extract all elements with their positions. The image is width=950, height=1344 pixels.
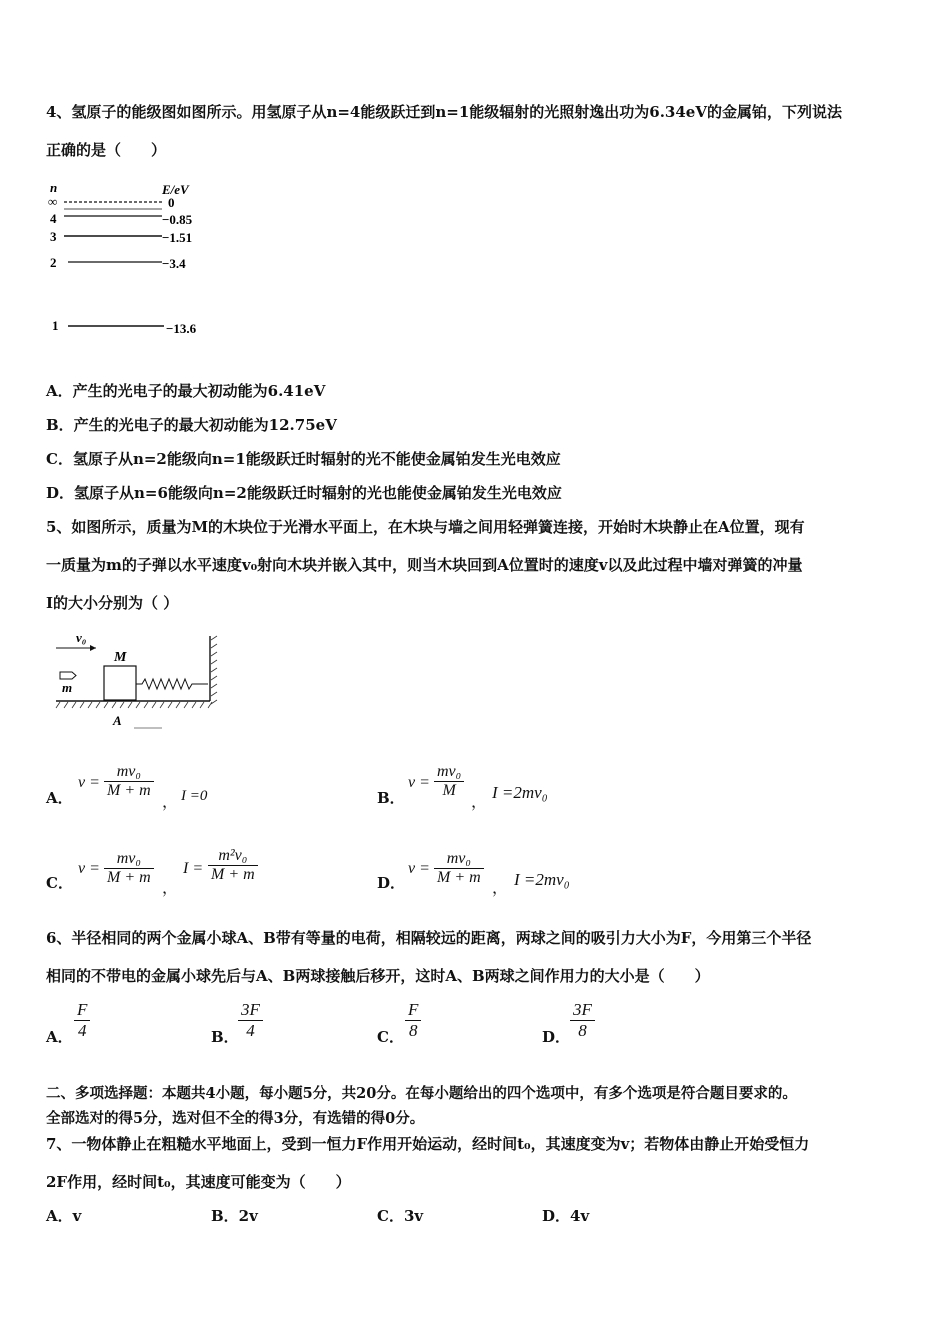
- q5-d-v-den: M + m: [437, 869, 481, 886]
- q5-b-impulse: I =2mv₀: [492, 783, 548, 802]
- q5-c-v-num: mv₀: [116, 850, 141, 867]
- q5-c-i-eq: I =: [183, 860, 204, 877]
- position-a-label: A: [113, 713, 122, 728]
- bullet-mass-label: m: [62, 680, 73, 695]
- q7-option-c[interactable]: C．3v: [377, 1207, 424, 1225]
- q4-option-b[interactable]: B．产生的光电子的最大初动能为12.75eV: [46, 416, 337, 434]
- q5-a-impulse: I =0: [181, 788, 208, 804]
- q7-stem-line2: 2F作用，经时间t₀，其速度可能变为（ ）: [46, 1173, 351, 1191]
- q6-option-d-label[interactable]: D．: [542, 1028, 571, 1046]
- q4-option-d[interactable]: D．氢原子从n=6能级向n=2能级跃迁时辐射的光也能使金属铂发生光电效应: [46, 484, 562, 502]
- q4-stem-line2: 正确的是（ ）: [46, 141, 167, 159]
- level-n-1: 1: [52, 318, 59, 333]
- q5-a-v-eq: v =: [78, 774, 100, 791]
- q5-c-v-eq: v =: [78, 860, 100, 877]
- q5-a-v-num: mv₀: [116, 763, 141, 780]
- q6-option-d-fraction: [570, 1000, 595, 1041]
- q6-c-den: 8: [408, 1021, 418, 1040]
- spring: [136, 679, 208, 689]
- section2-heading-line1: 二、多项选择题：本题共4小题，每小题5分，共20分。在每小题给出的四个选项中，有多个选项是符合题目要求的。: [46, 1085, 797, 1102]
- q6-d-num: 3F: [573, 1000, 592, 1019]
- level-e-3: −1.51: [162, 230, 193, 245]
- q5-option-d-label[interactable]: D．: [377, 874, 406, 892]
- q6-option-a-fraction: [74, 1000, 90, 1041]
- q6-b-den: 4: [246, 1021, 255, 1040]
- q6-option-a-label[interactable]: A．: [46, 1028, 73, 1046]
- q6-option-b-fraction: [238, 1000, 263, 1041]
- q7-option-d[interactable]: D．4v: [542, 1207, 590, 1225]
- q5-d-v-eq: v =: [408, 860, 430, 877]
- n-axis-label: n: [50, 180, 58, 195]
- q5-option-b-label[interactable]: B．: [377, 789, 405, 807]
- energy-level-diagram: [46, 178, 216, 338]
- q5-c-v-den: M + m: [107, 869, 151, 886]
- q6-option-c-fraction: [405, 1000, 421, 1041]
- q5-c-i-num: m²v₀: [218, 847, 248, 864]
- level-n-4: 4: [50, 211, 57, 226]
- q5-stem-line3: I的大小分别为（ ）: [46, 594, 179, 612]
- q7-option-b[interactable]: B．2v: [211, 1207, 258, 1225]
- q6-option-b-label[interactable]: B．: [211, 1028, 239, 1046]
- level-e-inf: 0: [168, 195, 175, 210]
- q5-c-v-fraction: [104, 850, 154, 887]
- q5-stem-line1: 5、如图所示，质量为M的木块位于光滑水平面上，在木块与墙之间用轻弹簧连接，开始时木块静止在A位置，现有: [46, 518, 805, 536]
- q6-stem-line2: 相同的不带电的金属小球先后与A、B两球接触后移开，这时A、B两球之间作用力的大小是（ ）: [46, 967, 710, 985]
- q5-b-v-fraction: [434, 763, 464, 800]
- q5-stem-line2: 一质量为m的子弹以水平速度v₀射向木块并嵌入其中，则当木块回到A位置时的速度v以及此过程中墙对弹簧的冲量: [46, 556, 803, 574]
- q7-stem-line1: 7、一物体静止在粗糙水平地面上，受到一恒力F作用开始运动，经时间t₀，其速度变为v；若物体由静止开始受恒力: [46, 1135, 810, 1153]
- level-n-inf: ∞: [48, 194, 58, 209]
- q5-a-v-den: M + m: [107, 782, 151, 799]
- q5-option-c-label[interactable]: C．: [46, 874, 73, 892]
- q5-c-comma: ，: [162, 880, 179, 897]
- q6-option-c-label[interactable]: C．: [377, 1028, 404, 1046]
- q5-d-v-num: mv₀: [446, 850, 471, 867]
- block: [104, 666, 136, 700]
- block-mass-label: M: [114, 650, 127, 665]
- q5-d-impulse: I =2mv₀: [514, 870, 570, 889]
- bullet-icon: [60, 672, 76, 679]
- q7-option-a[interactable]: A．v: [46, 1207, 82, 1225]
- q5-b-v-den: M: [442, 782, 456, 799]
- q6-a-den: 4: [77, 1021, 87, 1040]
- q5-b-comma: ，: [471, 794, 488, 811]
- q4-stem-line1: 4、氢原子的能级图如图所示。用氢原子从n=4能级跃迁到n=1能级辐射的光照射逸出功为6.34eV的金属铂，下列说法: [46, 103, 842, 121]
- q4-option-a[interactable]: A．产生的光电子的最大初动能为6.41eV: [46, 382, 326, 400]
- q4-option-c[interactable]: C．氢原子从n=2能级向n=1能级跃迁时辐射的光不能使金属铂发生光电效应: [46, 450, 561, 468]
- q6-b-num: 3F: [241, 1000, 260, 1019]
- q5-option-a-label[interactable]: A．: [46, 789, 73, 807]
- q6-d-den: 8: [578, 1021, 587, 1040]
- level-e-4: −0.85: [162, 212, 193, 227]
- level-e-1: −13.6: [166, 321, 197, 336]
- q5-b-v-num: mv₀: [437, 763, 462, 780]
- level-n-3: 3: [50, 229, 57, 244]
- energy-axis-label: E/eV: [162, 182, 189, 197]
- v0-label: v₀: [76, 630, 87, 645]
- level-e-2: −3.4: [162, 256, 186, 271]
- q5-a-v-fraction: [104, 763, 154, 800]
- q5-b-v-eq: v =: [408, 774, 430, 791]
- spring-block-diagram: [50, 630, 230, 735]
- q5-d-comma: ，: [492, 880, 509, 897]
- section2-heading-line2: 全部选对的得5分，选对但不全的得3分，有选错的得0分。: [46, 1110, 425, 1127]
- q6-c-num: F: [408, 1000, 419, 1019]
- level-n-2: 2: [50, 255, 57, 270]
- q5-a-comma: ，: [162, 794, 179, 811]
- q5-d-v-fraction: [434, 850, 484, 887]
- q5-c-i-fraction: [208, 847, 258, 884]
- q5-c-i-den: M + m: [211, 866, 255, 883]
- q6-stem-line1: 6、半径相同的两个金属小球A、B带有等量的电荷，相隔较远的距离，两球之间的吸引力大小为F，今用第三个半径: [46, 929, 812, 947]
- q6-a-num: F: [77, 1000, 88, 1019]
